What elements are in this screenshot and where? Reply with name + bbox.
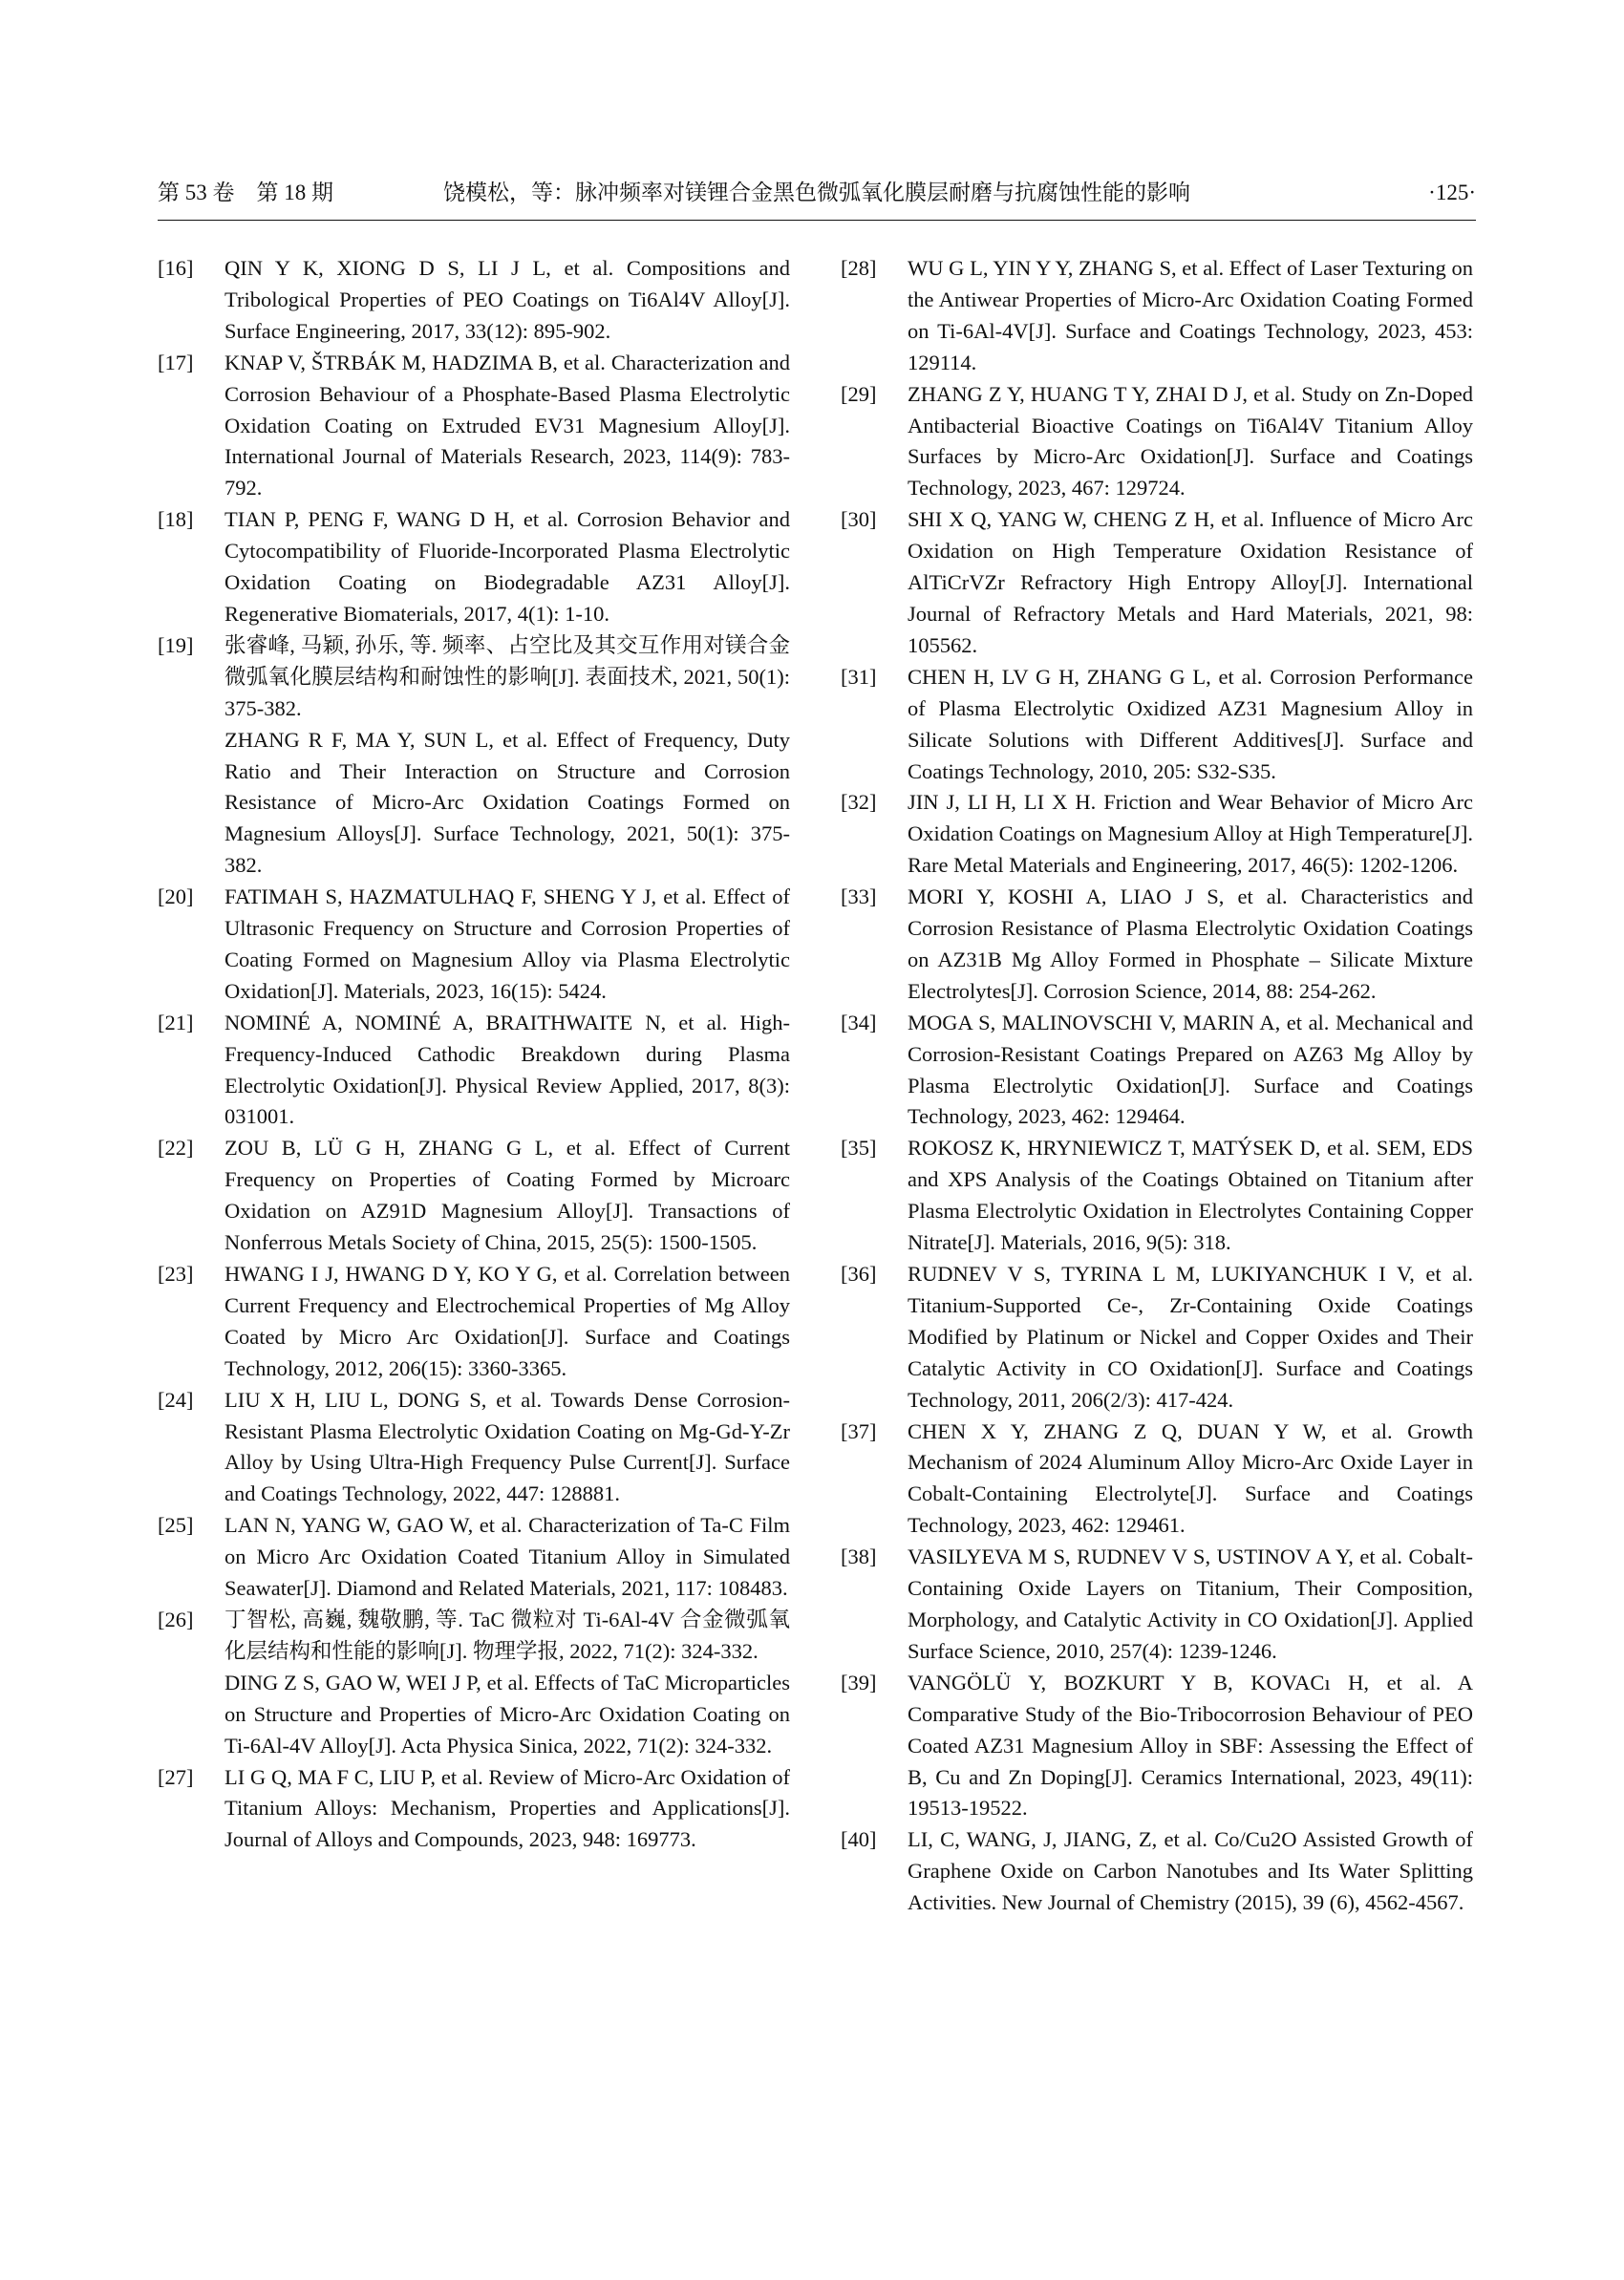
reference-text: VANGÖLÜ Y, BOZKURT Y B, KOVACı H, et al. A Comparative Study of the Bio-Tribocorrosion Behaviour of PEO Coated AZ31 Magnesium Alloy in SBF: Assessing the Effect of B, Cu and Zn Doping[J]. Ceramics International, 2023, 49(11): 19513-19522. [908,1670,1473,1821]
reference-32 [841,787,1473,882]
reference-25 [158,1510,790,1605]
reference-text: CHEN X Y, ZHANG Z Q, DUAN Y W, et al. Growth Mechanism of 2024 Aluminum Alloy Micro-Arc Oxide Layer in Cobalt-Containing Electrolyte[J]. Surface and Coatings Technology, 2023, 462: 129461. [908,1418,1473,1538]
reference-number: [38] [841,1545,877,1569]
reference-34 [841,1008,1473,1134]
reference-28 [841,253,1473,379]
reference-number: [27] [158,1764,194,1789]
page-number: ·125· [1428,181,1476,204]
reference-number: [23] [158,1262,194,1286]
reference-text: LI, C, WANG, J, JIANG, Z, et al. Co/Cu2O Assisted Growth of Graphene Oxide on Carbon Nanotubes and Its Water Splitting Activities. New Journal of Chemistry (2015), 39 (6), 4562-4567. [908,1827,1473,1915]
reference-number: [24] [158,1387,194,1412]
reference-16 [158,253,790,348]
reference-18 [158,504,790,630]
reference-number: [26] [158,1607,194,1631]
reference-number: [31] [841,664,877,689]
reference-number: [30] [841,507,877,532]
reference-39 [841,1668,1473,1825]
reference-number: [40] [841,1827,877,1852]
reference-text: KNAP V, ŠTRBÁK M, HADZIMA B, et al. Characterization and Corrosion Behaviour of a Phosphate-Based Plasma Electrolytic Oxidation Coating on Extruded EV31 Magnesium Alloy[J]. International Journal of Materials Research, 2023, 114(9): 783-792. [224,350,790,501]
reference-text: HWANG I J, HWANG D Y, KO Y G, et al. Correlation between Current Frequency and Electrochemical Properties of Mg Alloy Coated by Micro Arc Oxidation[J]. Surface and Coatings Technology, 2012, 206(15): 3360-3365. [224,1262,790,1380]
reference-27 [158,1762,790,1857]
reference-number: [25] [158,1513,194,1538]
reference-text: VASILYEVA M S, RUDNEV V S, USTINOV A Y, et al. Cobalt-Containing Oxide Layers on Titanium, Their Composition, Morphology, and Catalytic Activity in CO Oxidation[J]. Applied Surface Science, 2010, 257(4): 1239-1246. [908,1545,1473,1663]
reference-number: [37] [841,1418,877,1443]
running-header [158,179,1476,223]
reference-20 [158,882,790,1008]
reference-31 [841,662,1473,788]
reference-text: TIAN P, PENG F, WANG D H, et al. Corrosion Behavior and Cytocompatibility of Fluoride-Incorporated Plasma Electrolytic Oxidation Coating on Biodegradable AZ31 Alloy[J]. Regenerative Biomaterials, 2017, 4(1): 1-10. [224,507,790,626]
reference-38 [841,1542,1473,1668]
reference-33 [841,882,1473,1008]
reference-number: [18] [158,507,194,532]
reference-text: LIU X H, LIU L, DONG S, et al. Towards Dense Corrosion-Resistant Plasma Electrolytic Oxidation Coating on Mg-Gd-Y-Zr Alloy by Using Ultra-High Frequency Pulse Current[J]. Surface and Coatings Technology, 2022, 447: 128881. [224,1387,790,1506]
reference-number: [34] [841,1010,877,1034]
reference-text: ROKOSZ K, HRYNIEWICZ T, MATÝSEK D, et al. SEM, EDS and XPS Analysis of the Coatings Obtained on Titanium after Plasma Electrolytic Oxidation in Electrolytes Containing Copper Nitrate[J]. Materials, 2016, 9(5): 318. [908,1136,1473,1255]
reference-40 [841,1824,1473,1919]
reference-24 [158,1385,790,1511]
reference-number: [28] [841,256,877,280]
reference-text: SHI X Q, YANG W, CHENG Z H, et al. Influence of Micro Arc Oxidation on High Temperature Oxidation Resistance of AlTiCrVZr Refractory High Entropy Alloy[J]. International Journal of Refractory Metals and Hard Materials, 2021, 98: 105562. [908,507,1473,657]
reference-text-en: ZHANG R F, MA Y, SUN L, et al. Effect of Frequency, Duty Ratio and Their Interaction on Structure and Corrosion Resistance of Micro-Arc Oxidation Coatings Formed on Magnesium Alloys[J]. Surface Technology, 2021, 50(1): 375-382. [224,727,790,878]
header-rule [158,220,1476,221]
reference-19 [158,630,790,882]
references-right-column [841,253,1473,1919]
reference-text: NOMINÉ A, NOMINÉ A, BRAITHWAITE N, et al. High-Frequency-Induced Cathodic Breakdown during Plasma Electrolytic Oxidation[J]. Physical Review Applied, 2017, 8(3): 031001. [224,1010,790,1129]
article-running-title: 饶模松，等：脉冲频率对镁锂合金黑色微弧氧化膜层耐磨与抗腐蚀性能的影响 [443,181,1190,204]
reference-number: [33] [841,884,877,909]
reference-text: LI G Q, MA F C, LIU P, et al. Review of Micro-Arc Oxidation of Titanium Alloys: Mechanism, Properties and Applications[J]. Journal of Alloys and Compounds, 2023, 948: 169773. [224,1764,790,1852]
reference-text: MORI Y, KOSHI A, LIAO J S, et al. Characteristics and Corrosion Resistance of Plasma Electrolytic Oxidation Coatings on AZ31B Mg Alloy Formed in Phosphate – Silicate Mixture Electrolytes[J]. Corrosion Science, 2014, 88: 254-262. [908,884,1473,1003]
reference-21 [158,1008,790,1134]
reference-36 [841,1259,1473,1417]
reference-23 [158,1259,790,1385]
reference-text: ZOU B, LÜ G H, ZHANG G L, et al. Effect of Current Frequency on Properties of Coating Formed by Microarc Oxidation on AZ91D Magnesium Alloy[J]. Transactions of Nonferrous Metals Society of China, 2015, 25(5): 1500-1505. [224,1136,790,1255]
reference-text: QIN Y K, XIONG D S, LI J L, et al. Compositions and Tribological Properties of PEO Coatings on Ti6Al4V Alloy[J]. Surface Engineering, 2017, 33(12): 895-902. [224,256,790,343]
reference-text-zh: 丁智松, 高巍, 魏敬鹏, 等. TaC 微粒对 Ti-6Al-4V 合金微弧氧化层结构和性能的影响[J]. 物理学报, 2022, 71(2): 324-332. [224,1607,790,1663]
reference-number: [19] [158,632,194,657]
reference-number: [39] [841,1670,877,1694]
reference-number: [17] [158,350,194,374]
reference-number: [16] [158,256,194,280]
reference-37 [841,1417,1473,1543]
reference-text: JIN J, LI H, LI X H. Friction and Wear Behavior of Micro Arc Oxidation Coatings on Magnesium Alloy at High Temperature[J]. Rare Metal Materials and Engineering, 2017, 46(5): 1202-1206. [908,790,1473,878]
reference-number: [36] [841,1262,877,1286]
reference-number: [20] [158,884,194,909]
reference-17 [158,348,790,505]
reference-26 [158,1605,790,1762]
reference-35 [841,1133,1473,1259]
reference-number: [32] [841,790,877,815]
reference-text: ZHANG Z Y, HUANG T Y, ZHAI D J, et al. Study on Zn-Doped Antibacterial Bioactive Coatings on Ti6Al4V Titanium Alloy Surfaces by Micro-Arc Oxidation[J]. Surface and Coatings Technology, 2023, 467: 129724. [908,381,1473,501]
reference-text-en: DING Z S, GAO W, WEI J P, et al. Effects of TaC Microparticles on Structure and Properties of Micro-Arc Oxidation Coating on Ti-6Al-4V Alloy[J]. Acta Physica Sinica, 2022, 71(2): 324-332. [224,1670,790,1758]
reference-number: [35] [841,1136,877,1161]
reference-22 [158,1133,790,1259]
reference-text: FATIMAH S, HAZMATULHAQ F, SHENG Y J, et al. Effect of Ultrasonic Frequency on Structure and Corrosion Properties of Coating Formed on Magnesium Alloy via Plasma Electrolytic Oxidation[J]. Materials, 2023, 16(15): 5424. [224,884,790,1003]
reference-text: MOGA S, MALINOVSCHI V, MARIN A, et al. Mechanical and Corrosion-Resistant Coatings Prepared on AZ63 Mg Alloy by Plasma Electrolytic Oxidation[J]. Surface and Coatings Technology, 2023, 462: 129464. [908,1010,1473,1129]
reference-30 [841,504,1473,662]
reference-number: [22] [158,1136,194,1161]
journal-issue: 第 53 卷 第 18 期 [158,181,333,204]
reference-text: RUDNEV V S, TYRINA L M, LUKIYANCHUK I V, et al. Titanium-Supported Ce-, Zr-Containing Oxide Coatings Modified by Platinum or Nickel and Copper Oxides and Their Catalytic Activity in CO Oxidation[J]. Surface and Coatings Technology, 2011, 206(2/3): 417-424. [908,1262,1473,1412]
references-left-column [158,253,790,1856]
reference-text: CHEN H, LV G H, ZHANG G L, et al. Corrosion Performance of Plasma Electrolytic Oxidized AZ31 Magnesium Alloy in Silicate Solutions with Different Additives[J]. Surface and Coatings Technology, 2010, 205: S32-S35. [908,664,1473,783]
reference-number: [21] [158,1010,194,1034]
reference-text-zh: 张睿峰, 马颖, 孙乐, 等. 频率、占空比及其交互作用对镁合金微弧氧化膜层结构和耐蚀性的影响[J]. 表面技术, 2021, 50(1): 375-382. [224,632,790,720]
reference-text: WU G L, YIN Y Y, ZHANG S, et al. Effect of Laser Texturing on the Antiwear Properties of Micro-Arc Oxidation Coating Formed on Ti-6Al-4V[J]. Surface and Coatings Technology, 2023, 453: 129114. [908,256,1473,374]
reference-29 [841,379,1473,505]
reference-number: [29] [841,381,877,406]
reference-text: LAN N, YANG W, GAO W, et al. Characterization of Ta-C Film on Micro Arc Oxidation Coated Titanium Alloy in Simulated Seawater[J]. Diamond and Related Materials, 2021, 117: 108483. [224,1513,790,1601]
